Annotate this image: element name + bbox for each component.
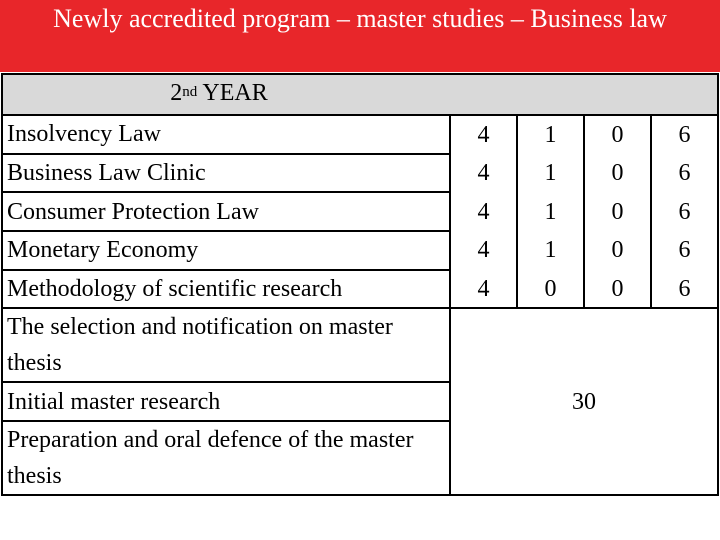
course-value: 6 <box>651 115 718 154</box>
course-value: 0 <box>584 270 651 309</box>
year-banner <box>2 74 718 115</box>
course-name: Insolvency Law <box>2 115 450 154</box>
course-value: 1 <box>517 115 584 154</box>
course-name: Monetary Economy <box>2 231 450 270</box>
course-value: 0 <box>584 115 651 154</box>
course-name: Business Law Clinic <box>2 154 450 193</box>
year-number: 2 <box>170 80 183 106</box>
course-value: 6 <box>651 270 718 309</box>
table-row <box>2 308 718 382</box>
course-value: 1 <box>517 154 584 193</box>
table-row <box>2 115 718 154</box>
course-value: 6 <box>651 231 718 270</box>
course-value: 4 <box>450 192 517 231</box>
course-name: Consumer Protection Law <box>2 192 450 231</box>
thesis-total-value: 30 <box>572 388 596 415</box>
thesis-item-name: Preparation and oral defence of the master thesis <box>2 421 450 495</box>
table-row <box>2 192 718 231</box>
thesis-total-cell <box>450 308 718 495</box>
course-value: 0 <box>584 231 651 270</box>
course-value: 6 <box>651 154 718 193</box>
course-value: 4 <box>450 231 517 270</box>
course-value: 4 <box>450 270 517 309</box>
table-row <box>2 270 718 309</box>
slide-title: Newly accredited program – master studies – Business law <box>0 0 720 72</box>
course-value: 6 <box>651 192 718 231</box>
course-value: 0 <box>584 154 651 193</box>
table-row <box>2 231 718 270</box>
year-banner-row <box>2 74 718 115</box>
course-value: 1 <box>517 231 584 270</box>
course-value: 0 <box>517 270 584 309</box>
course-value: 4 <box>450 154 517 193</box>
thesis-item-name: The selection and notification on master thesis <box>2 308 450 382</box>
table-row <box>2 154 718 193</box>
year-label: YEAR <box>202 80 268 106</box>
course-value: 0 <box>584 192 651 231</box>
course-value: 4 <box>450 115 517 154</box>
thesis-item-name: Initial master research <box>2 382 450 421</box>
course-value: 1 <box>517 192 584 231</box>
curriculum-table <box>1 73 719 496</box>
course-name: Methodology of scientific research <box>2 270 450 309</box>
year-suffix: nd <box>182 84 198 100</box>
